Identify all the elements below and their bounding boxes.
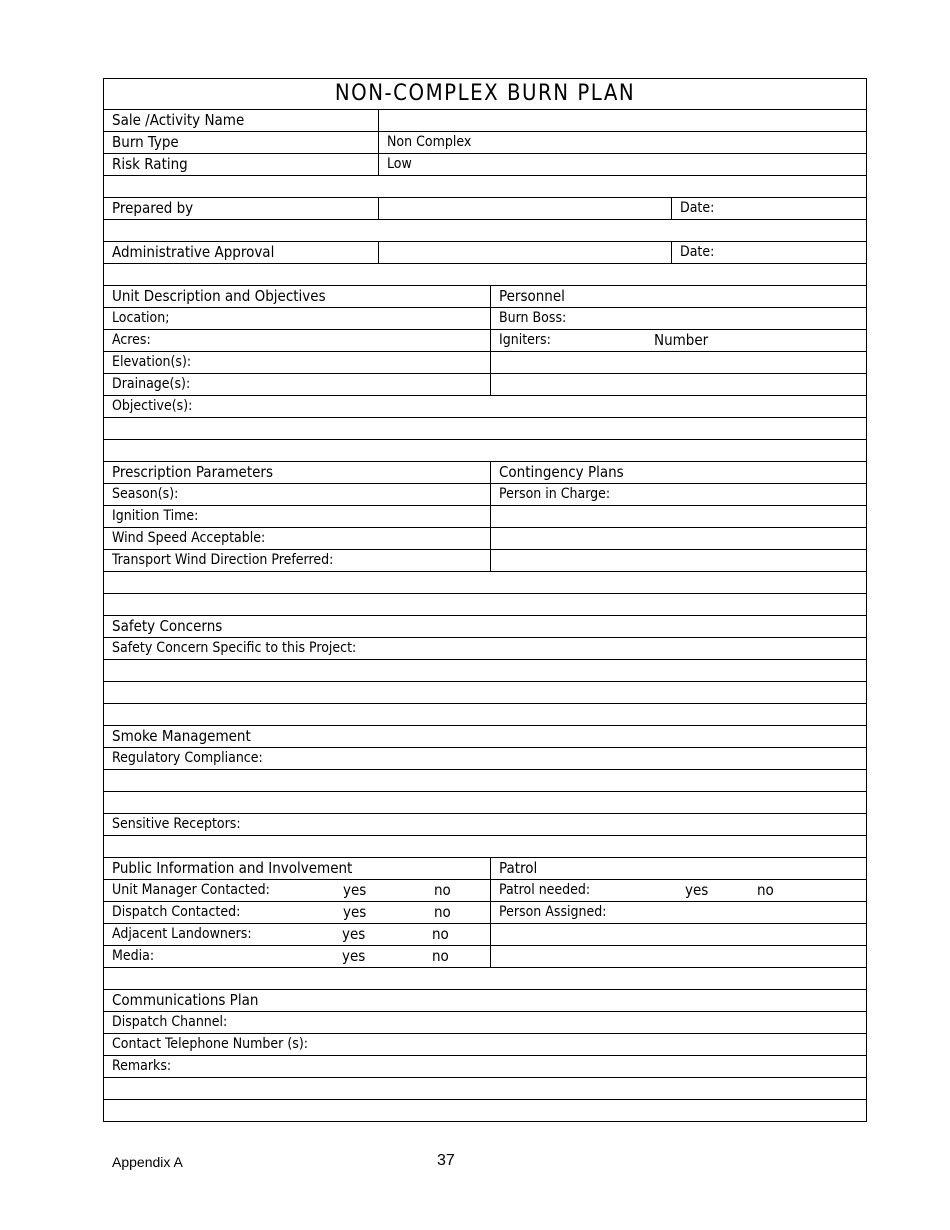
patrol-blank-cell[interactable] [490,946,866,967]
blank-row [104,835,866,857]
safety-specific-row [104,637,866,659]
blank-row[interactable] [104,681,866,703]
patrol-yes-option[interactable]: yes [685,881,709,899]
patrol-no-option[interactable]: no [757,881,774,899]
no-option[interactable]: no [434,903,451,921]
smoke-heading: Smoke Management [112,727,251,745]
public-heading-row [104,857,866,879]
dispatch-channel-row [104,1011,866,1033]
blank-row[interactable] [104,659,866,681]
prescription-heading-row [104,461,866,483]
public-item-row [104,923,866,945]
person-assigned-field[interactable]: Person Assigned: [490,902,866,923]
approval-field[interactable] [378,242,671,263]
public-item-row [104,879,866,901]
risk-label: Risk Rating [112,155,188,173]
remarks-field[interactable]: Remarks: [112,1058,172,1074]
risk-value[interactable]: Low [378,154,866,175]
personnel-blank-cell[interactable] [490,352,866,373]
elevation-row [104,351,866,373]
season-field[interactable]: Season(s): [112,486,179,502]
blank-row [104,175,866,197]
risk-row [104,153,866,175]
yes-option[interactable]: yes [342,947,366,965]
adjacent-landowners [104,924,490,945]
prepared-row [104,197,866,219]
drainage-row [104,373,866,395]
public-item-label: Dispatch Contacted: [112,904,241,920]
public-heading: Public Information and Involvement [112,859,353,877]
ignition-time-field[interactable]: Ignition Time: [112,508,199,524]
igniters-label: Igniters: [499,332,551,348]
wind-speed-row [104,527,866,549]
patrol-blank-cell[interactable] [490,924,866,945]
blank-row[interactable] [104,769,866,791]
transport-wind-row [104,549,866,571]
personnel-blank-cell[interactable] [490,374,866,395]
safety-specific-field[interactable]: Safety Concern Specific to this Project: [112,640,357,656]
yes-option[interactable]: yes [342,925,366,943]
contingency-heading: Contingency Plans [490,462,866,483]
burn-type-label: Burn Type [112,133,179,151]
blank-row [104,593,866,615]
public-item-row [104,901,866,923]
burn-boss-field[interactable]: Burn Boss: [490,308,866,329]
telephone-field[interactable]: Contact Telephone Number (s): [112,1036,308,1052]
drainage-field[interactable]: Drainage(s): [112,376,191,392]
sensitive-row [104,813,866,835]
acres-row [104,329,866,351]
prepared-label: Prepared by [112,199,194,217]
communications-heading-row [104,989,866,1011]
public-item-row [104,945,866,967]
safety-heading-row [104,615,866,637]
contingency-blank-cell[interactable] [490,528,866,549]
unit-manager-contacted [104,880,490,901]
location-field[interactable]: Location; [112,310,170,326]
burn-plan-form [103,78,867,1122]
blank-row [104,219,866,241]
remarks-row [104,1055,866,1077]
blank-row[interactable] [104,1077,866,1099]
approval-date-label[interactable]: Date: [671,242,866,263]
contingency-blank-cell[interactable] [490,550,866,571]
public-item-label: Adjacent Landowners: [112,926,252,942]
prepared-date-label[interactable]: Date: [671,198,866,219]
objective-row [104,395,866,417]
no-option[interactable]: no [432,925,449,943]
approval-row [104,241,866,263]
burn-type-value[interactable]: Non Complex [378,132,866,153]
sale-value-field[interactable] [378,110,866,131]
page-title: NON-COMPLEX BURN PLAN [334,81,636,106]
sensitive-field[interactable]: Sensitive Receptors: [112,816,241,832]
contingency-blank-cell[interactable] [490,506,866,527]
blank-row [104,571,866,593]
blank-row [104,439,866,461]
wind-speed-field[interactable]: Wind Speed Acceptable: [112,530,266,546]
no-option[interactable]: no [432,947,449,965]
patrol-needed-cell [490,880,866,901]
page-number: 37 [437,1152,455,1169]
location-row [104,307,866,329]
sale-label: Sale /Activity Name [112,111,245,129]
blank-row[interactable] [104,417,866,439]
approval-label: Administrative Approval [112,243,275,261]
title-row [104,79,866,109]
communications-heading: Communications Plan [112,991,259,1009]
sale-row [104,109,866,131]
blank-row[interactable] [104,1099,866,1121]
igniters-number-label: Number [654,331,709,349]
smoke-heading-row [104,725,866,747]
acres-field[interactable]: Acres: [112,332,151,348]
ignition-time-row [104,505,866,527]
season-row [104,483,866,505]
transport-wind-field[interactable]: Transport Wind Direction Preferred: [112,552,334,568]
no-option[interactable]: no [434,881,451,899]
footer-appendix: Appendix A [112,1154,183,1170]
public-item-label: Media: [112,948,155,964]
public-item-label: Unit Manager Contacted: [112,882,270,898]
blank-row [104,967,866,989]
person-in-charge-field[interactable]: Person in Charge: [490,484,866,505]
patrol-heading: Patrol [490,858,866,879]
patrol-needed-label: Patrol needed: [499,882,591,898]
unit-heading: Unit Description and Objectives [112,287,326,305]
dispatch-channel-field[interactable]: Dispatch Channel: [112,1014,228,1030]
safety-heading: Safety Concerns [112,617,223,635]
regulatory-field[interactable]: Regulatory Compliance: [112,750,263,766]
yes-option[interactable]: yes [343,903,367,921]
personnel-heading: Personnel [490,286,866,307]
burn-type-row [104,131,866,153]
telephone-row [104,1033,866,1055]
igniters-field[interactable] [490,330,866,351]
yes-option[interactable]: yes [343,881,367,899]
elevation-field[interactable]: Elevation(s): [112,354,192,370]
objective-field[interactable]: Objective(s): [112,398,193,414]
regulatory-row [104,747,866,769]
dispatch-contacted [104,902,490,923]
media-contacted [104,946,490,967]
blank-row [104,263,866,285]
blank-row [104,703,866,725]
prescription-heading: Prescription Parameters [112,463,274,481]
prepared-by-field[interactable] [378,198,671,219]
blank-row [104,791,866,813]
unit-heading-row [104,285,866,307]
